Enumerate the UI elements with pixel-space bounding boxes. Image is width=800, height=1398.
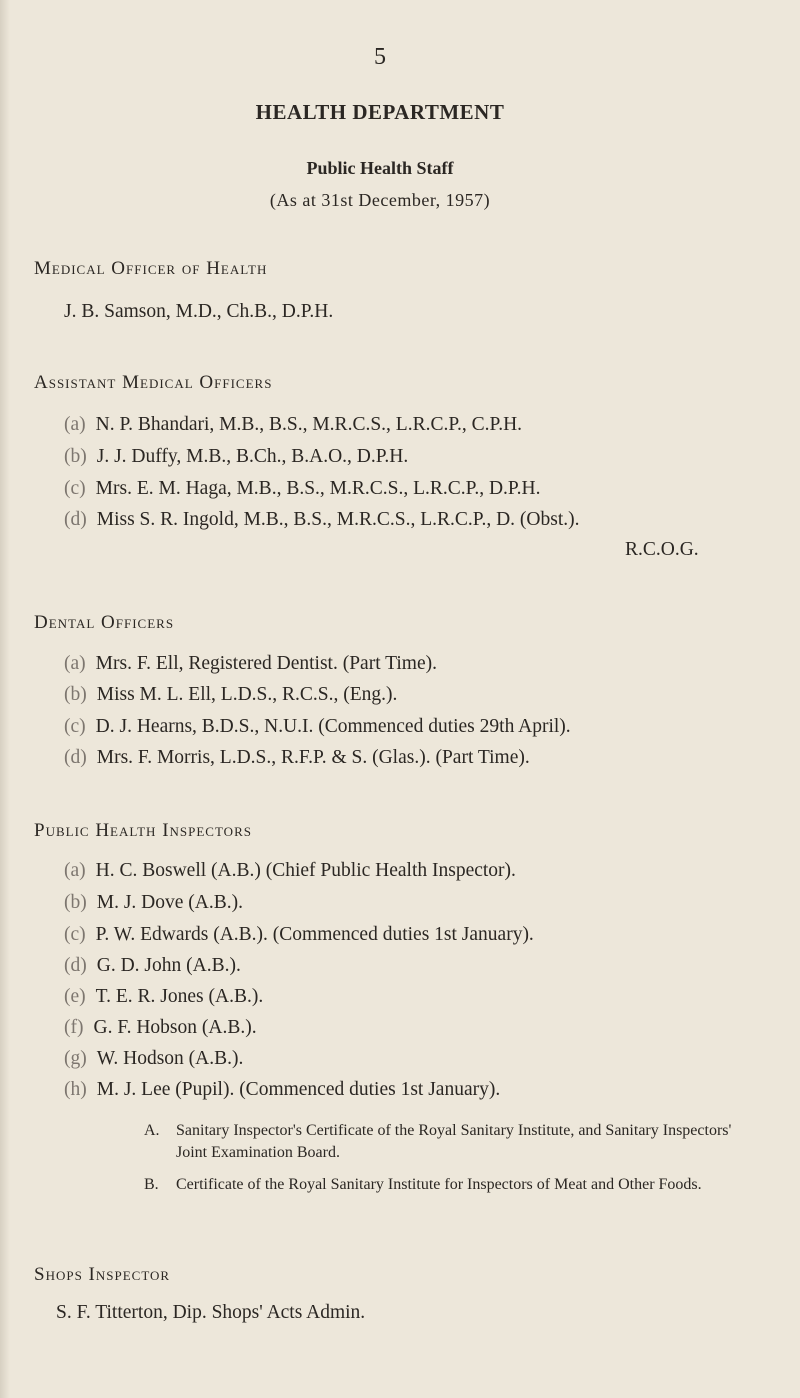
- dental-item: [64, 747, 530, 769]
- phi-item: [64, 1017, 257, 1039]
- shops-entry: S. F. Titterton, Dip. Shops' Acts Admin.: [56, 1302, 366, 1323]
- amo-item-text: J. J. Duffy, M.B., B.Ch., B.A.O., D.P.H.: [96, 446, 409, 467]
- phi-item-text: H. C. Boswell (A.B.) (Chief Public Health Inspector).: [95, 860, 516, 881]
- phi-item: [64, 924, 534, 946]
- amo-continuation: R.C.O.G.: [625, 539, 699, 560]
- phi-item-label: (c): [64, 924, 86, 945]
- phi-item-text: G. F. Hobson (A.B.).: [93, 1017, 257, 1038]
- dental-item-label: (b): [64, 684, 87, 705]
- amo-heading: Assistant Medical Officers: [34, 372, 273, 393]
- moh-entry: J. B. Samson, M.D., Ch.B., D.P.H.: [64, 301, 334, 322]
- dental-item: [64, 684, 397, 706]
- amo-item-label: (a): [64, 414, 86, 435]
- phi-item: [64, 1048, 243, 1070]
- footnote: [144, 1174, 764, 1220]
- amo-item-text: Mrs. E. M. Haga, M.B., B.S., M.R.C.S., L.R.C.P., D.P.H.: [95, 478, 541, 499]
- phi-item: [64, 986, 263, 1008]
- footnote-text: Sanitary Inspector's Certificate of the Royal Sanitary Institute, and Sanitary Inspectors' Joint Examination Board.: [176, 1122, 732, 1161]
- moh-heading: Medical Officer of Health: [34, 258, 268, 279]
- phi-item-text: P. W. Edwards (A.B.). (Commenced duties 1st January).: [95, 924, 534, 945]
- dental-item-text: Mrs. F. Ell, Registered Dentist. (Part Time).: [95, 653, 437, 674]
- phi-item-text: M. J. Lee (Pupil). (Commenced duties 1st January).: [96, 1079, 501, 1100]
- footnote-label: B.: [144, 1176, 159, 1193]
- dental-item: [64, 716, 571, 738]
- staff-title: Public Health Staff: [306, 158, 454, 178]
- phi-item-text: T. E. R. Jones (A.B.).: [95, 986, 264, 1007]
- as-at-date: (As at 31st December, 1957): [269, 190, 491, 210]
- dental-item-label: (c): [64, 716, 86, 737]
- amo-item-text: Miss S. R. Ingold, M.B., B.S., M.R.C.S., L.R.C.P., D. (Obst.).: [96, 509, 580, 530]
- department-title: HEALTH DEPARTMENT: [255, 100, 505, 124]
- phi-heading: Public Health Inspectors: [34, 820, 252, 841]
- dental-item: [64, 653, 437, 675]
- phi-item: [64, 860, 516, 882]
- amo-item: [64, 509, 579, 531]
- amo-item: [64, 414, 522, 436]
- amo-item-label: (c): [64, 478, 86, 499]
- dental-item-text: D. J. Hearns, B.D.S., N.U.I. (Commenced duties 29th April).: [95, 716, 571, 737]
- phi-item-label: (h): [64, 1079, 87, 1100]
- phi-item-label: (g): [64, 1048, 87, 1069]
- amo-item: [64, 446, 408, 468]
- phi-item-text: M. J. Dove (A.B.).: [96, 892, 243, 913]
- dental-heading: Dental Officers: [34, 612, 175, 633]
- amo-item-text: N. P. Bhandari, M.B., B.S., M.R.C.S., L.R.C.P., C.P.H.: [95, 414, 523, 435]
- phi-item: [64, 955, 241, 977]
- dental-item-label: (d): [64, 747, 87, 768]
- amo-item: [64, 478, 540, 500]
- footnote-text: Certificate of the Royal Sanitary Institute for Inspectors of Meat and Other Foods.: [176, 1176, 702, 1193]
- phi-item-text: W. Hodson (A.B.).: [96, 1048, 244, 1069]
- dental-item-text: Miss M. L. Ell, L.D.S., R.C.S., (Eng.).: [96, 684, 398, 705]
- phi-item-label: (e): [64, 986, 86, 1007]
- shops-heading: Shops Inspector: [34, 1264, 171, 1285]
- dental-item-label: (a): [64, 653, 86, 674]
- amo-item-label: (b): [64, 446, 87, 467]
- phi-item-label: (a): [64, 860, 86, 881]
- footnote: [144, 1120, 764, 1166]
- page-number: 5: [374, 44, 386, 70]
- amo-item-label: (d): [64, 509, 87, 530]
- dental-item-text: Mrs. F. Morris, L.D.S., R.F.P. & S. (Glas.). (Part Time).: [96, 747, 530, 768]
- footnote-label: A.: [144, 1122, 160, 1139]
- phi-item-label: (d): [64, 955, 87, 976]
- phi-item: [64, 1079, 500, 1101]
- phi-item-label: (f): [64, 1017, 84, 1038]
- phi-item-text: G. D. John (A.B.).: [96, 955, 241, 976]
- phi-item: [64, 892, 243, 914]
- phi-item-label: (b): [64, 892, 87, 913]
